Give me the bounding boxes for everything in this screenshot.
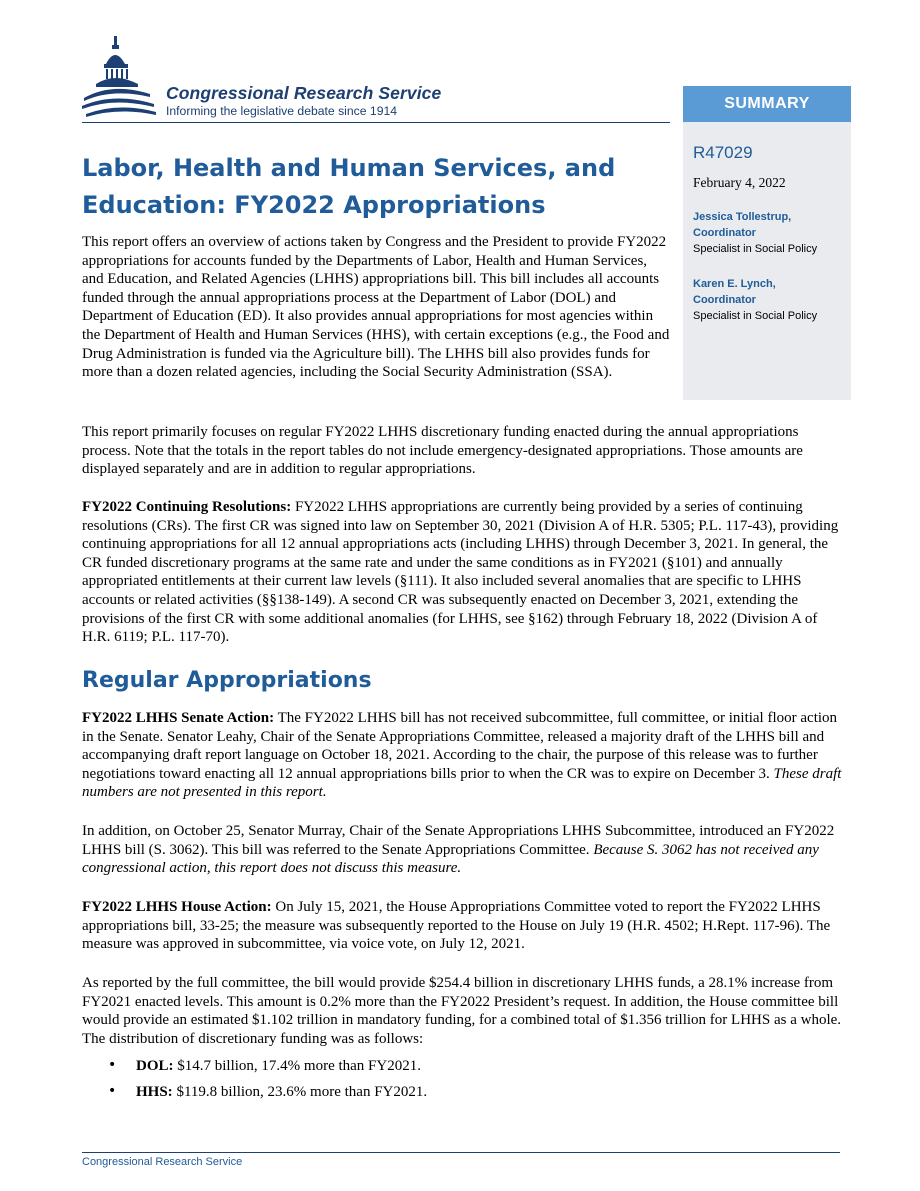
summary-heading: SUMMARY [683, 86, 851, 122]
org-tagline: Informing the legislative debate since 1914 [166, 104, 398, 118]
funding-paragraph: As reported by the full committee, the bill would provide $254.4 billion in discretionary LHHS funds, a 28.1% increase from FY2021 enacted levels. This amount is 0.2% more than the FY2022 President’s request. In addition, the House committee bill would provide an estimated $1.102 trillion in mandatory funding, for a combined total of $1.356 trillion for LHHS as a whole. The distribution of discretionary funding was as follows: [82, 975, 842, 1047]
bullet-label: DOL: [136, 1058, 174, 1074]
bullet-label: HHS: [136, 1084, 173, 1100]
header-divider [82, 122, 670, 123]
paragraph-text: On July 15, 2021, the House Appropriations Committee voted to report the FY2022 LHHS appropriations bill, 33-25; the measure was subsequently reported to the House on July 19 (H.R. 4502; H.Rept. 117-96). The measure was approved in subcommittee, via voice vote, on July 12, 2021. [82, 899, 831, 953]
author-name: Jessica Tollestrup, [693, 211, 792, 223]
senate-action-paragraph [82, 709, 842, 802]
paragraph-lead: FY2022 LHHS Senate Action: [82, 710, 275, 726]
paragraph-text: In addition, on October 25, Senator Murray, Chair of the Senate Appropriations LHHS Subcommittee, introduced an FY2022 LHHS bill (S. 3062). This bill was referred to the Senate Appropriations Committee. [82, 823, 835, 858]
report-title: Labor, Health and Human Services, and Education: FY2022 Appropriations [82, 154, 616, 219]
report-number: R47029 [693, 143, 753, 162]
intro-paragraph: This report offers an overview of actions taken by Congress and the President to provide FY2022 appropriations for accounts funded by the Departments of Labor, Health and Human Services, and Education, and Related Agencies (LHHS) appropriations bill. This bill includes all accounts funded through the annual appropriations process at the Department of Labor (DOL) and Department of Education (ED). It also provides annual appropriations for most agencies within the Department of Health and Human Services (HHS), with certain exceptions (e.g., the Food and Drug Administration is funded via the Agriculture bill). The LHHS bill also provides funds for more than a dozen related agencies, including the Social Security Administration (SSA). [82, 234, 670, 381]
paragraph-lead: FY2022 LHHS House Action: [82, 899, 272, 915]
paragraph-text: FY2022 LHHS appropriations are currently being provided by a series of continuing resolutions (CRs). The first CR was signed into law on September 30, 2021 (Division A of H.R. 5305; P.L. 117-43), providing continuing appropriations for all 12 annual appropriations acts (including LHHS) through December 3, 2021. In general, the CR funded discretionary programs at the same rate and under the same conditions as in FY2021 (§101) and annually appropriated entitlements at their current law levels (§111). It also included several anomalies that are specific to LHHS accounts or related activities (§§138-149). A second CR was subsequently enacted on December 3, 2021, extending the provisions of the first CR with some additional anomalies (for LHHS, see §162) through February 18, 2022 (Division A of H.R. 6119; P.L. 117-70). [82, 499, 839, 646]
house-action-paragraph [82, 898, 842, 954]
author-role: Coordinator [693, 227, 756, 239]
bullet-text: $14.7 billion, 17.4% more than FY2021. [173, 1058, 421, 1074]
paragraph-note: These draft numbers are not presented in this report. [82, 765, 842, 801]
author-title: Specialist in Social Policy [693, 243, 818, 255]
funding-list [108, 1057, 427, 1109]
author-title: Specialist in Social Policy [693, 310, 818, 322]
capitol-dome-icon [82, 34, 162, 120]
author-block [693, 209, 841, 257]
crs-logo [82, 34, 482, 120]
paragraph-note: Because S. 3062 has not received any congressional action, this report does not discuss this measure. [82, 841, 819, 877]
org-name: Congressional Research Service [166, 83, 442, 103]
author-role: Coordinator [693, 294, 756, 306]
paragraph-text: The FY2022 LHHS bill has not received subcommittee, full committee, or initial floor action in the Senate. Senator Leahy, Chair of the Senate Appropriations Committee, released a majority draft of the LHHS bill and accompanying draft report language on October 18, 2021. According to the chair, the purpose of this release was to further negotiations toward enacting all 12 annual appropriations bills prior to when the CR was to expire on December 3. [82, 710, 838, 782]
paragraph-lead: FY2022 Continuing Resolutions: [82, 499, 292, 515]
continuing-resolutions-paragraph [82, 498, 842, 647]
section-heading: Regular Appropriations [82, 668, 372, 693]
report-date: February 4, 2022 [693, 175, 786, 190]
list-item [108, 1083, 427, 1109]
focus-paragraph: This report primarily focuses on regular FY2022 LHHS discretionary funding enacted during the annual appropriations process. Note that the totals in the report tables do not include emergency-designated appropriations. Those amounts are displayed separately and are in addition to regular appropriations. [82, 424, 803, 478]
footer-divider [82, 1152, 840, 1153]
footer-text: Congressional Research Service [82, 1156, 243, 1168]
author-block [693, 276, 841, 324]
senate-bill-paragraph [82, 822, 842, 878]
bullet-text: $119.8 billion, 23.6% more than FY2021. [172, 1084, 428, 1100]
author-name: Karen E. Lynch, [693, 278, 776, 290]
list-item [108, 1057, 427, 1083]
summary-sidebar [683, 86, 851, 400]
